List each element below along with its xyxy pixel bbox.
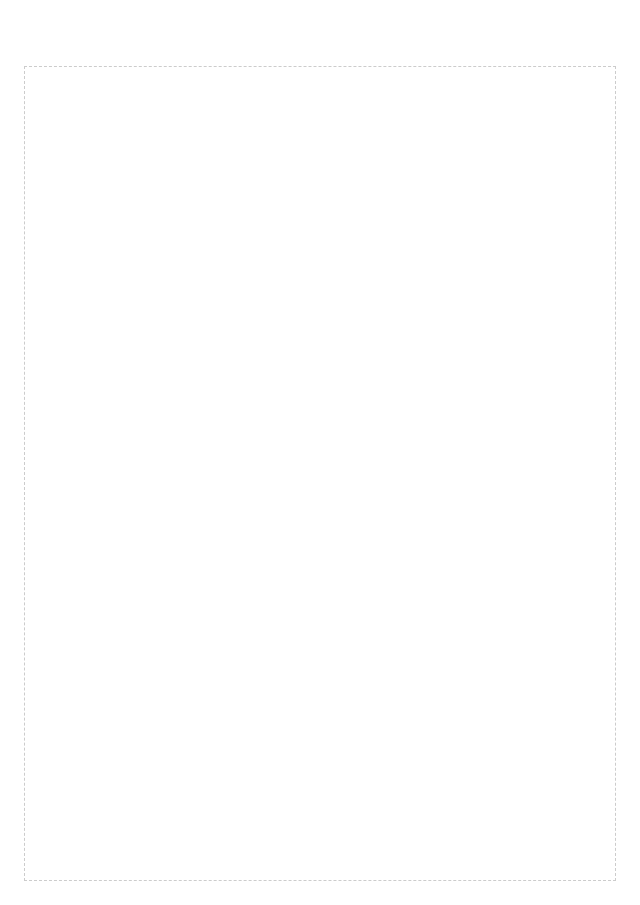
page-title	[24, 24, 616, 50]
page-content	[24, 66, 616, 881]
